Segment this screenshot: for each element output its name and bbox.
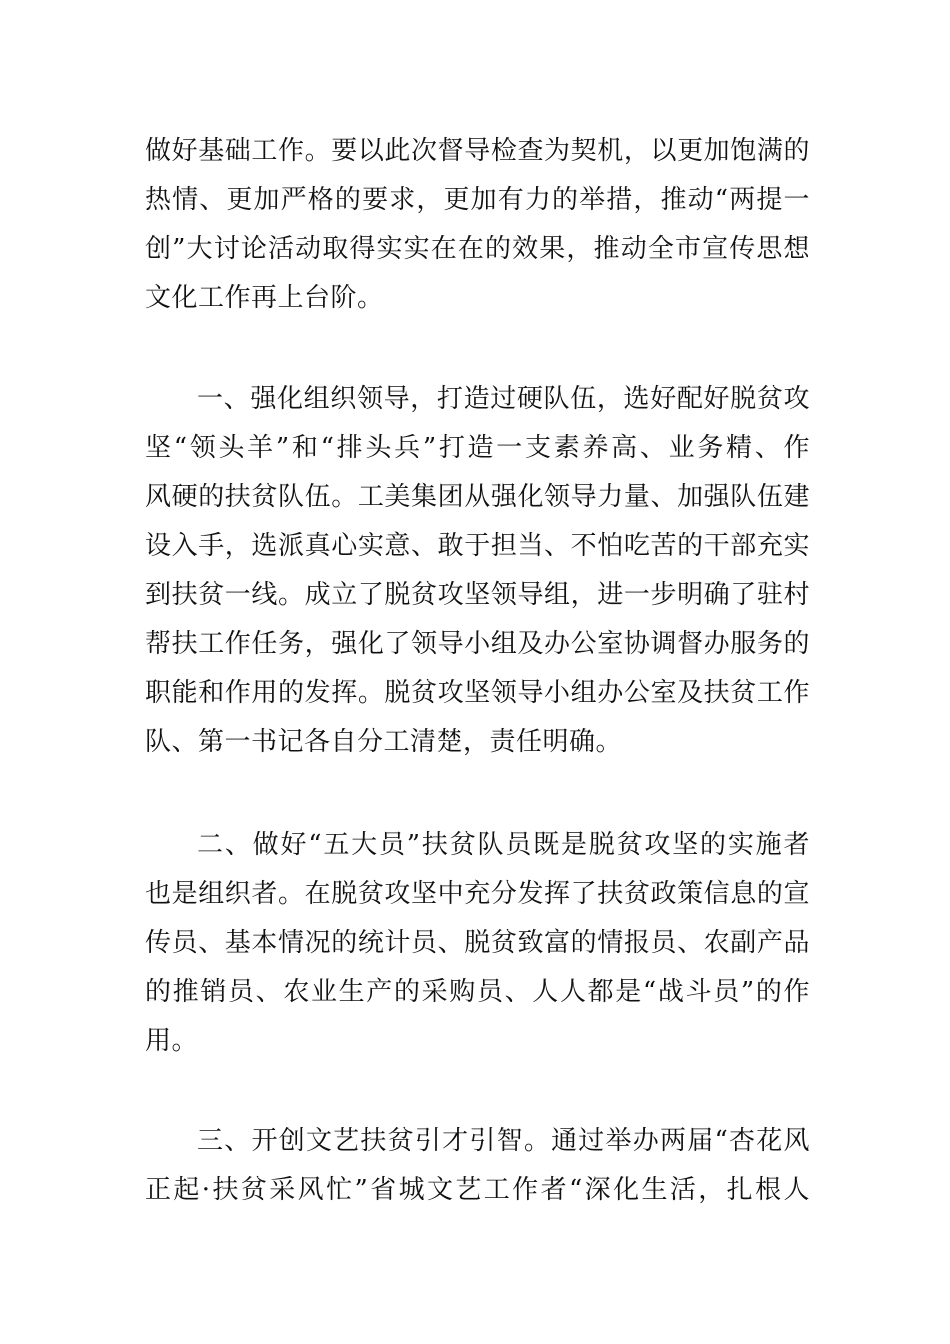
paragraph-line: 传员、基本情况的统计员、脱贫致富的情报员、农副产品 xyxy=(145,928,810,958)
paragraph-3 xyxy=(145,821,810,1066)
paragraph-line: 设入手，选派真心实意、敢于担当、不怕吃苦的干部充实 xyxy=(145,531,810,561)
paragraph-line: 做好基础工作。要以此次督导检查为契机，以更加饱满的 xyxy=(145,136,810,166)
paragraph-line: 帮扶工作任务，强化了领导小组及办公室协调督办服务的 xyxy=(145,629,810,659)
paragraph-line: 坚“领头羊”和“排头兵”打造一支素养高、业务精、作 xyxy=(145,433,810,463)
paragraph-line: 风硬的扶贫队伍。工美集团从强化领导力量、加强队伍建 xyxy=(145,482,810,512)
paragraph-line: 也是组织者。在脱贫攻坚中充分发挥了扶贫政策信息的宣 xyxy=(145,879,810,909)
paragraph-line: 一、强化组织领导，打造过硬队伍，选好配好脱贫攻 xyxy=(197,384,810,414)
paragraph-line: 创”大讨论活动取得实实在在的效果，推动全市宣传思想 xyxy=(145,234,810,264)
paragraph-4 xyxy=(145,1117,810,1215)
paragraph-line: 的推销员、农业生产的采购员、人人都是“战斗员”的作 xyxy=(145,977,810,1007)
paragraph-2 xyxy=(145,375,810,767)
paragraph-line: 到扶贫一线。成立了脱贫攻坚领导组，进一步明确了驻村 xyxy=(145,580,810,610)
paragraph-line: 正起·扶贫采风忙”省城文艺工作者“深化生活，扎根人 xyxy=(145,1175,810,1205)
paragraph-line: 用。 xyxy=(145,1026,199,1056)
paragraph-line: 二、做好“五大员”扶贫队员既是脱贫攻坚的实施者 xyxy=(197,830,810,860)
paragraph-line: 队、第一书记各自分工清楚，责任明确。 xyxy=(145,727,623,757)
paragraph-1 xyxy=(145,127,810,323)
paragraph-line: 热情、更加严格的要求，更加有力的举措，推动“两提一 xyxy=(145,185,810,215)
paragraph-line: 文化工作再上台阶。 xyxy=(145,283,384,313)
paragraph-line: 三、开创文艺扶贫引才引智。通过举办两届“杏花风 xyxy=(197,1126,810,1156)
paragraph-line: 职能和作用的发挥。脱贫攻坚领导小组办公室及扶贫工作 xyxy=(145,678,810,708)
